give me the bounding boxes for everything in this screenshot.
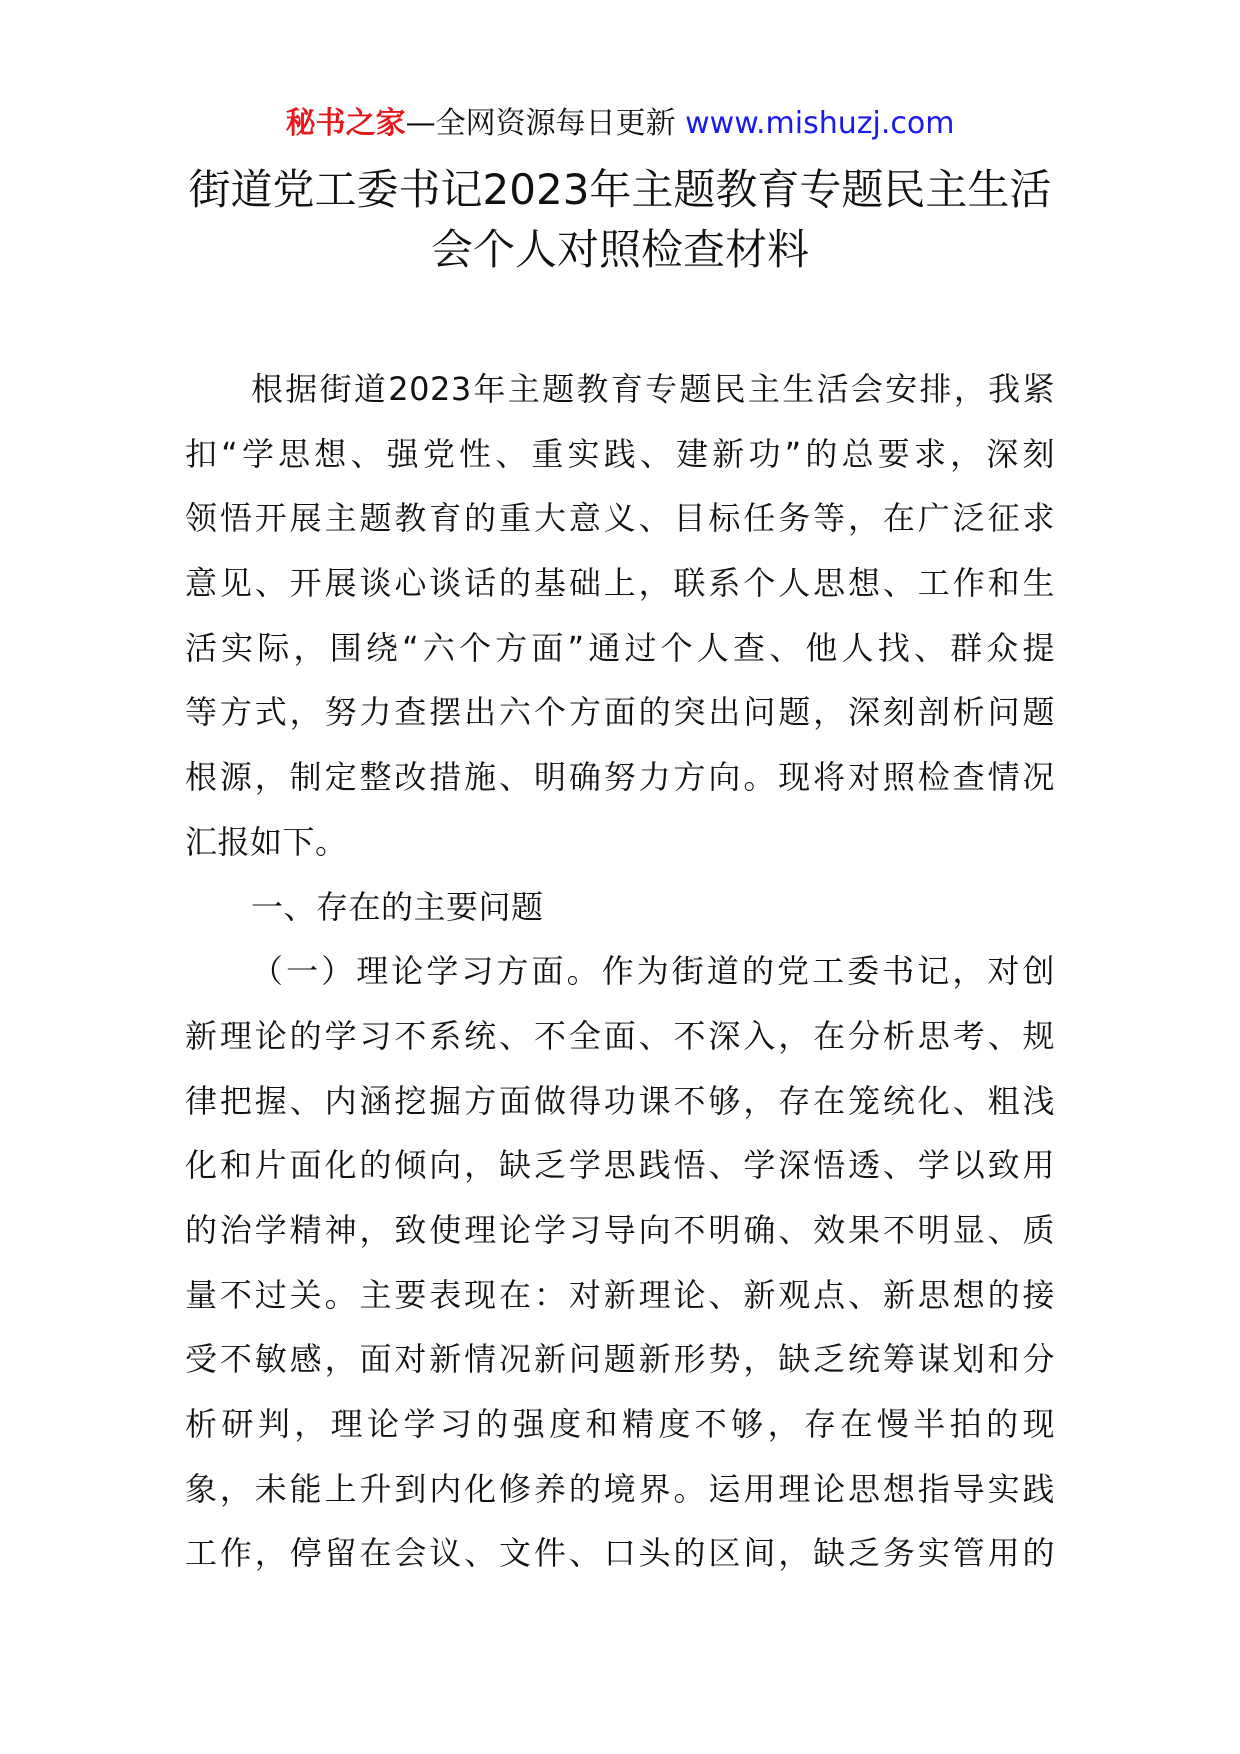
paragraph-line: 量不过关。主要表现在：对新理论、新观点、新思想的接 xyxy=(185,1275,1055,1314)
paragraph-line: 析研判，理论学习的强度和精度不够，存在慢半拍的现 xyxy=(185,1405,1055,1443)
paragraph-line: 工作，停留在会议、文件、口头的区间，缺乏务实管用的 xyxy=(185,1534,1055,1573)
paragraph-line: 汇报如下。 xyxy=(185,822,348,861)
paragraph-line: 新理论的学习不系统、不全面、不深入，在分析思考、规 xyxy=(185,1016,1055,1055)
site-url[interactable]: www.mishuzj.com xyxy=(685,106,955,141)
paragraph-line: 领悟开展主题教育的重大意义、目标任务等，在广泛征求 xyxy=(185,499,1055,538)
paragraph-line: 根源，制定整改措施、明确努力方向。现将对照检查情况 xyxy=(185,758,1055,797)
paragraph-line: （一）理论学习方面。作为街道的党工委书记，对创 xyxy=(251,952,1055,991)
source-header xyxy=(0,102,1240,146)
paragraph-line: 象，未能上升到内化修养的境界。运用理论思想指导实践 xyxy=(185,1469,1055,1508)
brand-name: 秘书之家 xyxy=(285,106,406,141)
document-body xyxy=(185,357,1055,1586)
section-heading: 一、存在的主要问题 xyxy=(251,887,544,926)
paragraph-line: 受不敏感，面对新情况新问题新形势，缺乏统筹谋划和分 xyxy=(185,1340,1055,1379)
paragraph-line: 扣“学思想、强党性、重实践、建新功”的总要求，深刻 xyxy=(185,434,1055,473)
document-title xyxy=(0,160,1240,280)
title-line-1: 街道党工委书记2023年主题教育专题民主生活 xyxy=(188,165,1052,214)
paragraph-line: 等方式，努力查摆出六个方面的突出问题，深刻剖析问题 xyxy=(185,693,1055,732)
paragraph-line: 活实际，围绕“六个方面”通过个人查、他人找、群众提 xyxy=(185,628,1055,667)
paragraph-line: 化和片面化的倾向，缺乏学思践悟、学深悟透、学以致用 xyxy=(185,1146,1055,1185)
paragraph-line: 律把握、内涵挖掘方面做得功课不够，存在笼统化、粗浅 xyxy=(185,1081,1055,1120)
paragraph-line: 意见、开展谈心谈话的基础上，联系个人思想、工作和生 xyxy=(185,564,1055,603)
paragraph-line: 的治学精神，致使理论学习导向不明确、效果不明显、质 xyxy=(185,1210,1055,1249)
header-slogan: —全网资源每日更新 xyxy=(405,106,676,141)
title-line-2: 会个人对照检查材料 xyxy=(430,225,809,274)
paragraph-line: 根据街道2023年主题教育专题民主生活会安排，我紧 xyxy=(251,370,1055,408)
